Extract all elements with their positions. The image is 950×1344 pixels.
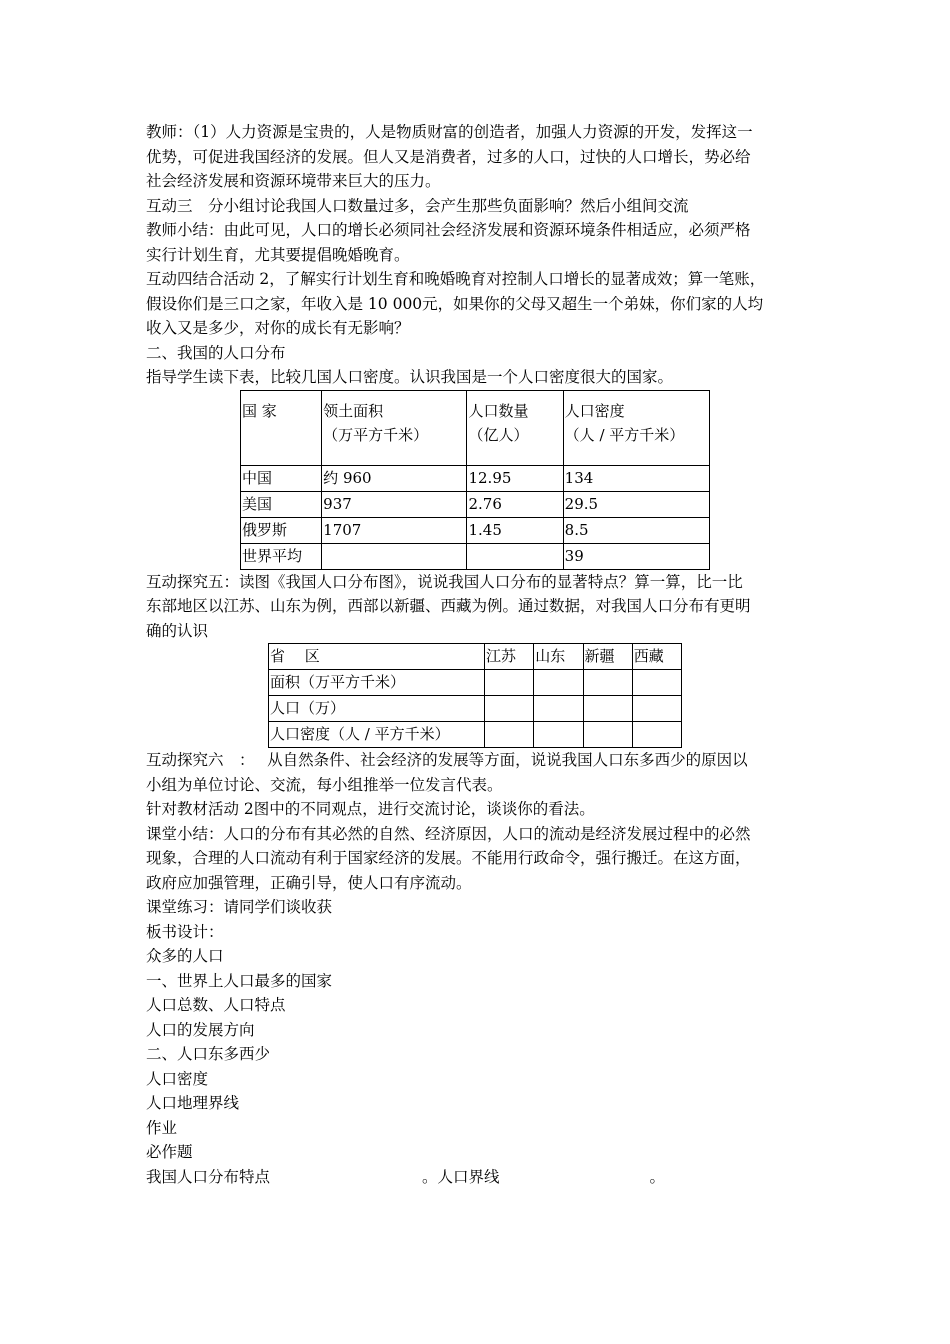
table-cell: 937 xyxy=(322,491,467,517)
table-cell xyxy=(485,670,534,696)
table-cell: 2.76 xyxy=(467,491,563,517)
paragraph: 课堂练习：请同学们谈收获 xyxy=(146,898,333,916)
table-cell: 8.5 xyxy=(563,517,709,543)
paragraph: 收入又是多少，对你的成长有无影响？ xyxy=(146,319,410,337)
table-cell: 面积（万平方千米） xyxy=(269,670,485,696)
table-cell xyxy=(632,696,681,722)
table-cell xyxy=(583,722,632,748)
paragraph: 课堂小结：人口的分布有其必然的自然、经济原因，人口的流动是经济发展过程中的必然 xyxy=(146,824,751,843)
table-row xyxy=(241,543,710,569)
homework-subheading: 必作题 xyxy=(146,1143,193,1161)
table-row xyxy=(269,670,682,696)
table-header-row xyxy=(241,390,710,465)
province-comparison-table xyxy=(268,643,682,748)
population-density-table xyxy=(240,390,710,570)
table-header-cell: 省 区 xyxy=(269,644,485,670)
table-cell: 1.45 xyxy=(467,517,563,543)
table-cell: 134 xyxy=(563,465,709,491)
board-line: 人口总数、人口特点 xyxy=(146,996,286,1014)
board-line: 人口的发展方向 xyxy=(146,1020,255,1039)
paragraph: 优势，可促进我国经济的发展。但人又是消费者，过多的人口，过快的人口增长，势必给 xyxy=(146,147,751,166)
table-cell xyxy=(583,696,632,722)
board-line: 一、世界上人口最多的国家 xyxy=(146,971,333,990)
table-cell: 中国 xyxy=(241,465,322,491)
paragraph: 小组为单位讨论、交流，每小组推举一位发言代表。 xyxy=(146,775,503,794)
question-text: 。人口界线 xyxy=(422,1167,500,1186)
paragraph: 实行计划生育，尤其要提倡晚婚晚育。 xyxy=(146,245,410,264)
table-header-cell: 人口数量 （亿人） xyxy=(467,390,563,465)
table-header-cell: 领土面积 （万平方千米） xyxy=(322,390,467,465)
table-row xyxy=(269,696,682,722)
board-line: 人口地理界线 xyxy=(146,1094,240,1112)
table-header-cell: 西藏 xyxy=(632,644,681,670)
table-header-cell: 国 家 xyxy=(241,390,322,465)
table-cell: 39 xyxy=(563,543,709,569)
table-cell: 约 960 xyxy=(322,465,467,491)
paragraph: 互动探究五：读图《我国人口分布图》，说说我国人口分布的显著特点？算一算，比一比 xyxy=(146,572,743,591)
table-cell xyxy=(632,722,681,748)
table-cell: 人口（万） xyxy=(269,696,485,722)
board-title: 众多的人口 xyxy=(146,947,224,965)
table-row xyxy=(241,491,710,517)
table-header-cell: 新疆 xyxy=(583,644,632,670)
document-body xyxy=(146,120,818,1189)
paragraph: 教师小结：由此可见，人口的增长必须同社会经济发展和资源环境条件相适应，必须严格 xyxy=(146,221,751,239)
paragraph: 板书设计： xyxy=(146,922,224,941)
table-row xyxy=(241,517,710,543)
table-cell: 俄罗斯 xyxy=(241,517,322,543)
paragraph: 确的认识 xyxy=(146,621,209,640)
board-line: 二、人口东多西少 xyxy=(146,1045,271,1063)
paragraph: 假设你们是三口之家，年收入是 10 000元，如果你的父母又超生一个弟妹，你们家的人均 xyxy=(146,294,764,313)
section-heading: 二、我国的人口分布 xyxy=(146,343,286,362)
table-header-cell: 江苏 xyxy=(485,644,534,670)
table-cell xyxy=(534,722,583,748)
table-cell xyxy=(632,670,681,696)
table-cell xyxy=(322,543,467,569)
paragraph: 现象，合理的人口流动有利于国家经济的发展。不能用行政命令，强行搬迁。在这方面， xyxy=(146,849,751,867)
paragraph: 教师：（1）人力资源是宝贵的，人是物质财富的创造者，加强人力资源的开发，发挥这一 xyxy=(146,123,753,141)
table-header-cell: 山东 xyxy=(534,644,583,670)
homework-heading: 作业 xyxy=(146,1118,178,1137)
paragraph: 社会经济发展和资源环境带来巨大的压力。 xyxy=(146,172,441,190)
table-cell xyxy=(534,670,583,696)
table-cell: 12.95 xyxy=(467,465,563,491)
table-cell: 1707 xyxy=(322,517,467,543)
question-text: 我国人口分布特点 xyxy=(146,1167,271,1186)
table-header-cell: 人口密度 （人 / 平方千米） xyxy=(563,390,709,465)
table-cell xyxy=(485,722,534,748)
table-cell: 世界平均 xyxy=(241,543,322,569)
paragraph: 东部地区以江苏、山东为例，西部以新疆、西藏为例。通过数据，对我国人口分布有更明 xyxy=(146,597,751,615)
table-row xyxy=(241,465,710,491)
board-line: 人口密度 xyxy=(146,1069,209,1088)
table-cell: 29.5 xyxy=(563,491,709,517)
table-cell xyxy=(485,696,534,722)
table-row xyxy=(269,722,682,748)
paragraph: 指导学生读下表，比较几国人口密度。认识我国是一个人口密度很大的国家。 xyxy=(146,368,674,386)
table-cell xyxy=(467,543,563,569)
table-cell: 美国 xyxy=(241,491,322,517)
paragraph: 互动探究六 ： 从自然条件、社会经济的发展等方面，说说我国人口东多西少的原因以 xyxy=(146,751,748,769)
paragraph: 政府应加强管理，正确引导，使人口有序流动。 xyxy=(146,873,472,892)
table-cell xyxy=(534,696,583,722)
homework-question xyxy=(146,1165,818,1190)
table-header-row xyxy=(269,644,682,670)
paragraph: 互动三 分小组讨论我国人口数量过多，会产生那些负面影响？然后小组间交流 xyxy=(146,196,689,215)
table-cell: 人口密度（人 / 平方千米） xyxy=(269,722,485,748)
paragraph: 互动四结合活动 2，了解实行计划生育和晚婚晚育对控制人口增长的显著成效；算一笔账， xyxy=(146,270,766,288)
paragraph: 针对教材活动 2图中的不同观点，进行交流讨论，谈谈你的看法。 xyxy=(146,800,595,818)
table-cell xyxy=(583,670,632,696)
question-text: 。 xyxy=(649,1167,666,1186)
